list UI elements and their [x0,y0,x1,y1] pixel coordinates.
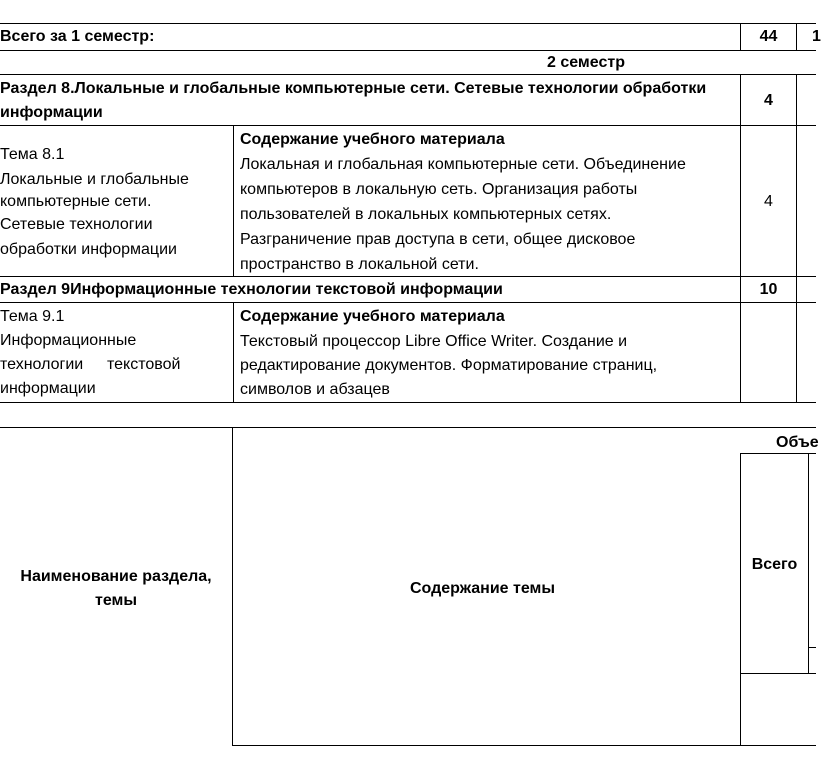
semester-total-hours: 44 [759,28,778,45]
topic-8-1-content-line: пространство в локальной сети. [240,256,479,273]
topic-8-1-content-line: пользователей в локальных компьютерных сетях. [240,206,612,223]
topic-9-1-name-line: Информационные [0,332,137,349]
section-8-hours: 4 [764,92,773,109]
section-8-title-line1: Раздел 8.Локальные и глобальные компьютерные сети. Сетевые технологии обработки [0,80,707,97]
topic-9-1-content-line: Текстовый процессор Libre Office Writer. Создание и [240,333,628,350]
section-9-title: Раздел 9Информационные технологии текстовой информации [0,281,503,298]
topic-8-1-name-line: Локальные и глобальные [0,171,189,188]
topic-8-1-name-line: Сетевые технологии [0,216,153,233]
semester-heading: 2 семестр [547,54,625,71]
topic-8-1-content-heading: Содержание учебного материала [240,131,505,148]
topic-9-1-content-line: редактирование документов. Форматирование страниц, [240,357,658,374]
semester-total-extra: 1 [812,28,821,45]
topic-9-1-name-line: Тема 9.1 [0,308,65,325]
topic-8-1-hours: 4 [764,193,773,210]
column-header-total: Всего [751,556,798,573]
topic-8-1-content-line: Разграничение прав доступа в сети, общее дисковое [240,231,636,248]
topic-9-1-content-line: символов и абзацев [240,381,390,398]
topic-8-1-content-line: компьютеров в локальную сеть. Организация работы [240,181,638,198]
topic-9-1-name-line: информации [0,380,96,397]
section-8-title-line2: информации [0,104,103,121]
topic-8-1-name-line: компьютерные сети. [0,193,152,210]
column-header-section-name-line2: темы [94,592,138,609]
topic-9-1-content-heading: Содержание учебного материала [240,308,505,325]
column-header-section-name: Наименование раздела, [20,568,212,585]
topic-8-1-content-line: Локальная и глобальная компьютерные сети. Объединение [240,156,686,173]
section-9-hours: 10 [759,281,778,298]
topic-9-1-name-line: текстовой [107,356,181,373]
column-header-topic-content: Содержание темы [410,580,556,597]
topic-8-1-name-line: обработки информации [0,241,177,258]
semester-total-label: Всего за 1 семестр: [0,28,155,45]
column-header-volume: Объе [776,434,819,451]
topic-9-1-name-line: технологии [0,356,84,373]
topic-8-1-name-line: Тема 8.1 [0,146,65,163]
